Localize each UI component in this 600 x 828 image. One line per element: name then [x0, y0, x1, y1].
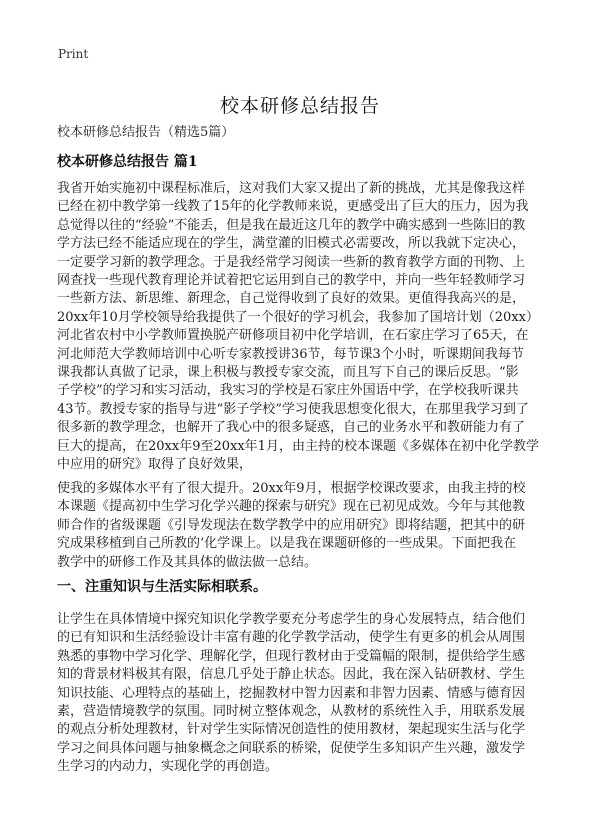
paragraph-line: 学方法已经不能适应现在的学生，满堂灌的旧模式必需要改，所以我就下定决心， — [57, 236, 526, 252]
paragraph-line: 20xx年10月学校领导给我提供了一个很好的学习机会，我参加了国培计划（20xx） — [57, 309, 539, 325]
paragraph-line: 网查找一些现代教育理论并试着把它运用到自己的教学中，并向一些年轻教师学习 — [57, 273, 526, 289]
print-label: Print — [58, 47, 89, 61]
paragraph-line: 熟悉的事物中学习化学、理解化学，但现行教材由于受篇幅的限制，提供给学生感 — [57, 648, 526, 664]
paragraph-line: 的观点分析处理教材，针对学生实际情况创造性的使用教材，架起现实生活与化学 — [57, 722, 526, 738]
paragraph-line: 总觉得以往的“经验”不能丢，但是我在最近这几年的教学中确实感到一些陈旧的教 — [57, 217, 526, 233]
paragraph-line: 让学生在具体情境中探究知识化学教学要充分考虑学生的身心发展特点，结合他们 — [57, 612, 526, 627]
paragraph-line: 使我的多媒体水平有了很大提升。20xx年9月，根据学校课改要求，由我主持的校 — [57, 481, 526, 496]
paragraph-line: 子学校”的学习和实习活动，我实习的学校是石家庄外国语中学，在学校我听课共 — [57, 383, 519, 399]
paragraph-line: 我省开始实施初中课程标准后，这对我们大家又提出了新的挑战，尤其是像我这样 — [57, 181, 526, 196]
paragraph-line: 的已有知识和生活经验设计丰富有趣的化学教学活动，使学生有更多的机会从周围 — [57, 630, 526, 646]
paragraph-line: 知的背景材料极其有限，信息几乎处于静止状态。因此，我在深入钻研教材、学生 — [57, 667, 526, 683]
paragraph-line: 河北师范大学教师培训中心听专家教授讲36节，每节课3个小时，听课期间我每节 — [57, 346, 524, 362]
paragraph-line: 河北省农村中小学教师置换脱产研修项目初中化学培训，在石家庄学习了65天，在 — [57, 328, 529, 344]
paragraph-line: 学习之间具体问题与抽象概念之间联系的桥梁，促使学生多知识产生兴趣，激发学 — [57, 740, 526, 756]
paragraph-line: 中应用的研究》取得了良好效果， — [57, 457, 253, 473]
paragraph-1 — [57, 180, 547, 475]
paragraph-line: 43节。教授专家的指导与进“影子学校”学习使我思想变化很大，在那里我学习到了 — [57, 401, 529, 417]
subheading-1: 一、注重知识与生活实际相联系。 — [57, 579, 267, 595]
paragraph-line: 一些新方法、新思维、新理念，自己觉得收到了良好的效果。更值得我高兴的是， — [57, 291, 526, 307]
section-heading: 校本研修总结报告 篇1 — [57, 154, 198, 170]
paragraph-line: 素，营造情境教学的氛围。同时树立整体观念，从教材的系统性入手，用联系发展 — [57, 704, 526, 720]
paragraph-line: 课我都认真做了记录，课上积极与教授专家交流，而且写下自己的课后反思。“影 — [57, 365, 519, 381]
paragraph-line: 知识技能、心理特点的基础上，挖掘教材中智力因素和非智力因素、情感与德育因 — [57, 685, 526, 701]
paragraph-line: 本课题《提高初中生学习化学兴趣的探索与研究》现在已初见成效。今年与其他教 — [57, 499, 526, 515]
document-title: 校本研修总结报告 — [219, 94, 380, 117]
paragraph-line: 师合作的省级课题《引导发现法在数学教学中的应用研究》即将结题，把其中的研 — [57, 517, 526, 533]
paragraph-line: 究成果移植到自己所教的‘化学课上。以是我在课题研修的一些成果。下面把我在 — [57, 536, 517, 552]
document-subtitle: 校本研修总结报告（精选5篇） — [57, 125, 235, 140]
paragraph-2 — [57, 480, 547, 572]
paragraph-line: 已经在初中教学第一线教了15年的化学教师来说，更感受出了巨大的压力，因为我 — [57, 199, 529, 215]
paragraph-line: 教学中的研修工作及其具体的做法做一总结。 — [57, 554, 318, 570]
paragraph-line: 一定要学习新的教学理念。于是我经常学习阅读一些新的教育教学方面的刊物、上 — [57, 254, 526, 270]
paragraph-line: 巨大的提高，在20xx年9至20xx年1月，由主持的校本课题《多媒体在初中化学教学 — [57, 438, 539, 454]
paragraph-line: 生学习的内动力，实现化学的再创造。 — [57, 759, 279, 775]
paragraph-3 — [57, 611, 547, 777]
paragraph-line: 很多新的教学理念，也解开了我心中的很多疑惑，自己的业务水平和教研能力有了 — [57, 420, 526, 436]
